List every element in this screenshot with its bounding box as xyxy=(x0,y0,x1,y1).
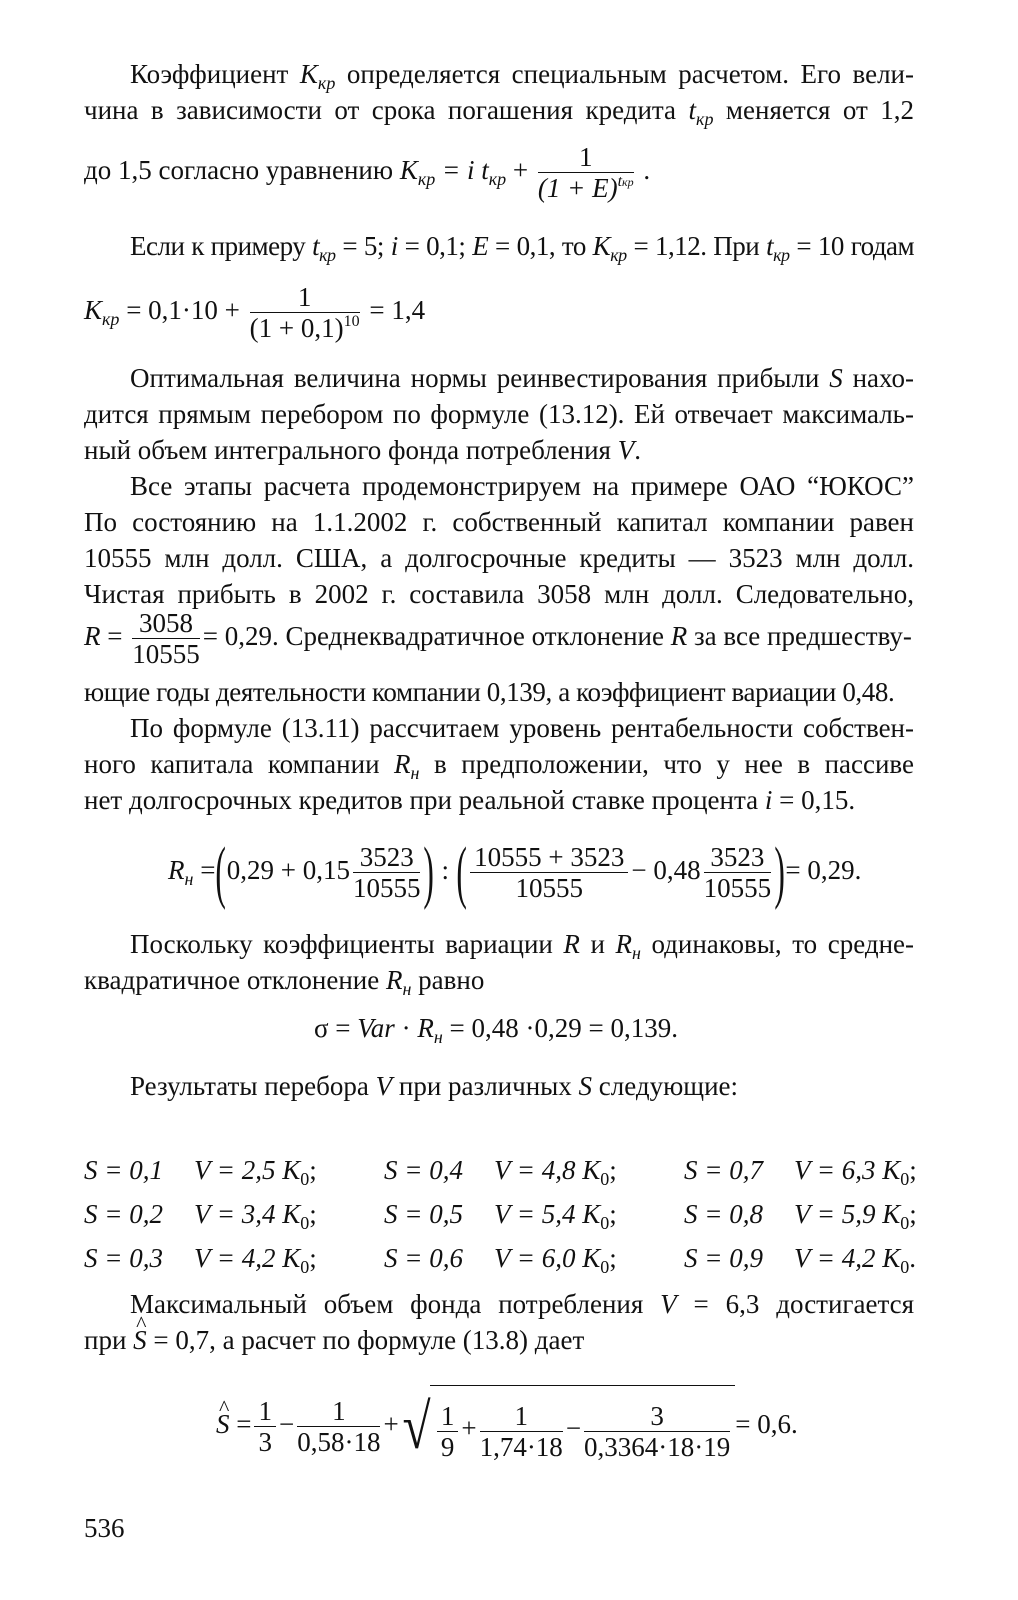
denominator xyxy=(538,173,634,203)
numerator: 3058 xyxy=(132,608,200,639)
text: ; xyxy=(309,1198,317,1229)
subscript: 0 xyxy=(900,1212,910,1233)
text: Коэффициент xyxy=(130,59,289,89)
v-symbol: V xyxy=(660,1289,677,1319)
sigma-equation xyxy=(314,1012,678,1047)
s-symbol: S xyxy=(829,363,843,393)
formula-part: − 0,48 xyxy=(631,855,701,885)
denominator: 10555 xyxy=(703,873,772,904)
denominator: 9 xyxy=(440,1431,455,1462)
subscript: н xyxy=(410,763,420,783)
text: K xyxy=(299,59,318,89)
text-line xyxy=(130,1288,914,1320)
text: t xyxy=(617,173,623,191)
subscript: кр xyxy=(610,245,627,265)
fraction xyxy=(538,142,634,203)
denominator: 10555 xyxy=(132,639,200,670)
subscript: н xyxy=(631,943,641,963)
text: = 10 годам xyxy=(796,231,915,261)
text: при xyxy=(84,1325,127,1355)
rn-symbol xyxy=(615,929,641,963)
formula-part: − xyxy=(565,1413,582,1444)
text: . xyxy=(909,1242,916,1273)
text-line xyxy=(130,58,914,93)
s-value: S = 0,6 xyxy=(384,1242,463,1273)
numerator: 3523 xyxy=(353,842,421,873)
s-hat-equation xyxy=(216,1384,798,1468)
subscript: 0 xyxy=(600,1168,610,1189)
formula-part: 0,29 + 0,15 xyxy=(226,855,350,885)
v-value: V = 5,4 K xyxy=(494,1198,601,1229)
table-cell xyxy=(384,1198,684,1233)
text: = 5; xyxy=(342,231,384,261)
text: t xyxy=(766,231,774,261)
text: σ = xyxy=(314,1013,351,1043)
text-line: ный объем интегрального фонда потребления V. xyxy=(84,435,641,465)
rn-symbol xyxy=(417,1013,443,1047)
text: R xyxy=(168,855,185,885)
table-cell xyxy=(384,1242,684,1277)
subscript: кр xyxy=(319,245,336,265)
text: R xyxy=(394,749,411,779)
text: нет долгосрочных кредитов при реальной ставке процента xyxy=(84,785,759,815)
text-line: По состоянию на 1.1.2002 г. собственный капитал компании равен xyxy=(84,507,914,537)
text: = 0,1; xyxy=(404,231,466,261)
text: · xyxy=(401,1013,418,1043)
text: ного капитала компании xyxy=(84,749,380,779)
fraction xyxy=(254,1396,276,1457)
text-line: 10555 млн долл. США, а долгосрочные кредиты — 3523 млн долл. xyxy=(84,543,914,573)
formula-part: − xyxy=(278,1409,295,1439)
fraction xyxy=(470,842,628,903)
s-value: S = 0,8 xyxy=(684,1198,763,1229)
subscript: кр xyxy=(317,73,336,93)
v-value: V = 3,4 K xyxy=(194,1198,301,1229)
s-value: S = 0,1 xyxy=(84,1154,163,1185)
rn-symbol xyxy=(168,855,194,889)
formula-part: = 0,1·10 + xyxy=(126,295,240,325)
rn-equation xyxy=(168,830,861,910)
text: t xyxy=(312,231,320,261)
equation-line xyxy=(84,280,425,343)
subscript: 0 xyxy=(600,1212,610,1233)
v-value: V = 2,5 K xyxy=(194,1154,301,1185)
text: (1 + E) xyxy=(537,173,618,204)
text-line: ющие годы деятельности компании 0,139, а коэффициент вариации 0,48. xyxy=(84,677,895,707)
k-symbol xyxy=(592,231,627,265)
text: = 0,7, а расчет по формуле (13.8) дает xyxy=(153,1325,585,1355)
text: определяется специальным расчетом. Его вели- xyxy=(346,59,914,89)
text: ; xyxy=(309,1154,317,1185)
text-line xyxy=(84,748,915,783)
table-row xyxy=(84,1148,944,1192)
denominator: 10555 xyxy=(515,873,583,904)
fraction xyxy=(704,842,772,903)
denominator: 0,58·18 xyxy=(297,1427,381,1458)
fraction xyxy=(584,1401,730,1462)
text: K xyxy=(399,155,418,185)
formula-part: = 0,29. xyxy=(785,855,862,885)
paren-close: ) xyxy=(774,833,785,911)
text: Максимальный объем фонда потребления xyxy=(130,1289,644,1319)
text: ; xyxy=(909,1198,917,1229)
subscript: кр xyxy=(773,245,790,265)
text: ; xyxy=(609,1198,617,1229)
text-line xyxy=(130,1070,738,1102)
subscript: 0 xyxy=(300,1256,310,1277)
subscript: н xyxy=(184,869,194,889)
numerator: 1 xyxy=(480,1401,563,1432)
exponent: 10 xyxy=(343,313,360,331)
text-line xyxy=(130,928,914,963)
text: = 6,3 достигается xyxy=(693,1289,914,1319)
v-value: V = 4,2 K xyxy=(794,1242,901,1273)
numerator: 3 xyxy=(584,1401,730,1432)
s-value: S = 0,9 xyxy=(684,1242,763,1273)
v-value: V = 5,9 K xyxy=(794,1198,901,1229)
denominator: 0,3364·18·19 xyxy=(584,1431,731,1462)
text: одинаковы, то средне- xyxy=(651,929,914,959)
denominator: 10555 xyxy=(352,873,421,904)
rn-symbol xyxy=(394,749,420,783)
text: (1 + 0,1) xyxy=(249,313,344,344)
text: при различных xyxy=(398,1071,572,1101)
text: равно xyxy=(418,965,485,995)
text-line xyxy=(84,94,915,129)
text: и xyxy=(590,929,605,959)
denominator: 3 xyxy=(258,1427,272,1458)
v-symbol: V xyxy=(375,1071,393,1101)
formula-part: = xyxy=(236,1409,252,1439)
text: нахо- xyxy=(852,363,914,393)
v-value: V = 4,8 K xyxy=(494,1154,601,1185)
s-value: S = 0,3 xyxy=(84,1242,163,1273)
text-line xyxy=(130,362,914,394)
text: до 1,5 согласно уравнению xyxy=(84,155,394,185)
text-line xyxy=(130,230,915,265)
numerator: 3523 xyxy=(704,842,772,873)
text: = 0,48 ·0,29 = 0,139. xyxy=(449,1013,678,1043)
fraction xyxy=(437,1401,459,1462)
denominator xyxy=(250,313,360,343)
text: ный объем интегрального фонда потребления xyxy=(84,435,611,465)
formula-part: = 0,6. xyxy=(735,1409,798,1439)
text-line: Все этапы расчета продемонстрируем на примере ОАО “ЮКОС” xyxy=(130,471,914,501)
text: R xyxy=(615,929,632,959)
text-line: Чистая прибыть в 2002 г. составила 3058 млн долл. Следовательно, xyxy=(84,579,914,609)
text-line xyxy=(84,784,855,816)
rn-symbol xyxy=(385,965,412,999)
subscript: н xyxy=(402,979,412,999)
fraction xyxy=(132,608,200,669)
text: R xyxy=(417,1013,434,1043)
text: ; xyxy=(909,1154,917,1185)
formula-part: = i t xyxy=(442,155,489,185)
r-symbol: R xyxy=(563,929,580,959)
r-symbol: R xyxy=(84,621,101,651)
subscript: 0 xyxy=(600,1256,610,1277)
text-line xyxy=(84,1324,584,1356)
s-hat-symbol: ^ S xyxy=(216,1384,230,1464)
numerator: 1 xyxy=(297,1396,380,1427)
subscript: кр xyxy=(488,169,507,189)
subscript: 0 xyxy=(900,1168,910,1189)
formula-part: = 0,29 xyxy=(202,621,272,651)
subscript: н xyxy=(433,1027,443,1047)
table-cell xyxy=(684,1242,944,1277)
text: кр xyxy=(622,175,634,190)
table-cell xyxy=(684,1154,944,1189)
text: = 0,15. xyxy=(779,785,856,815)
i-symbol: i xyxy=(390,231,398,261)
numerator: 1 xyxy=(254,1396,276,1427)
s-symbol: S xyxy=(578,1071,593,1101)
text: R xyxy=(385,965,403,995)
equation-line: R = $\frac{3058}{10555}$ = 0,29. Среднеквадратичное отклонение R за все предшеству- xyxy=(84,608,912,670)
table-cell xyxy=(684,1198,944,1233)
text: Оптимальная величина нормы реинвестирования прибыли xyxy=(130,363,820,393)
text: чина в зависимости от срока погашения кредита xyxy=(84,95,677,125)
i-symbol: i xyxy=(764,785,773,815)
s-value: S = 0,2 xyxy=(84,1198,163,1229)
subscript: кр xyxy=(696,109,714,129)
t-symbol xyxy=(312,231,336,265)
fraction xyxy=(480,1401,563,1462)
text: . Среднеквадратичное отклонение xyxy=(271,621,664,651)
numerator: 10555 + 3523 xyxy=(470,842,628,873)
table-cell xyxy=(84,1242,384,1277)
v-symbol: V xyxy=(617,435,635,465)
s-value: S = 0,4 xyxy=(384,1154,463,1185)
subscript: 0 xyxy=(900,1256,910,1277)
table-row xyxy=(84,1236,944,1280)
k-symbol xyxy=(399,155,436,189)
fraction xyxy=(250,282,360,343)
table-cell xyxy=(84,1198,384,1233)
s-value: S = 0,5 xyxy=(384,1198,463,1229)
text-line: дится прямым перебором по формуле (13.12). Ей отвечает максималь- xyxy=(84,399,914,429)
formula-part: + xyxy=(461,1413,477,1444)
text: Поскольку коэффициенты вариации xyxy=(130,929,553,959)
table-cell xyxy=(384,1154,684,1189)
k-symbol xyxy=(299,59,336,93)
numerator: 1 xyxy=(437,1401,459,1432)
text: = 0,1, то xyxy=(495,231,586,261)
t-symbol xyxy=(688,95,714,129)
text: за все предшеству- xyxy=(693,621,912,651)
s-hat-symbol: ^ S xyxy=(133,1324,147,1356)
subscript: кр xyxy=(102,309,120,329)
fraction xyxy=(353,842,421,903)
table-row xyxy=(84,1192,944,1236)
text: t xyxy=(688,95,697,125)
text-line: По формуле (13.11) рассчитаем уровень рентабельности собствен- xyxy=(130,713,914,743)
k-symbol xyxy=(84,295,120,329)
text-line xyxy=(84,964,485,999)
text: следующие: xyxy=(598,1071,738,1101)
fraction xyxy=(297,1396,380,1457)
text: меняется от 1,2 xyxy=(725,95,915,125)
table-cell xyxy=(84,1154,384,1189)
e-symbol: E xyxy=(472,231,489,261)
text: Результаты перебора xyxy=(130,1071,369,1101)
formula-part: = xyxy=(200,855,216,885)
s-value: S = 0,7 xyxy=(684,1154,763,1185)
text: в предположении, что у нее в пассиве xyxy=(433,749,915,779)
text: ; xyxy=(309,1242,317,1273)
text: Var xyxy=(357,1013,395,1043)
exponent xyxy=(618,173,634,190)
results-table xyxy=(84,1148,944,1280)
v-value: V = 6,3 K xyxy=(794,1154,901,1185)
equation-line xyxy=(84,140,650,203)
formula-part: : xyxy=(441,855,450,885)
numerator: 1 xyxy=(538,142,634,173)
formula-part: = 1,4 xyxy=(369,295,426,325)
v-value: V = 6,0 K xyxy=(494,1242,601,1273)
subscript: 0 xyxy=(300,1168,310,1189)
subscript: 0 xyxy=(300,1212,310,1233)
paren-open: ( xyxy=(215,833,227,911)
text: ; xyxy=(609,1242,617,1273)
denominator: 1,74·18 xyxy=(479,1431,563,1462)
formula-part: . xyxy=(643,155,651,185)
v-value: V = 4,2 K xyxy=(194,1242,301,1273)
text: квадратичное отклонение xyxy=(84,965,380,995)
text: = 1,12. При xyxy=(633,231,760,261)
r-symbol: R xyxy=(670,621,688,651)
formula-part: + xyxy=(383,1409,399,1439)
text: K xyxy=(592,231,611,261)
text: ; xyxy=(609,1154,617,1185)
sqrt-icon: √ xyxy=(402,1390,431,1462)
sqrt-body xyxy=(430,1385,735,1468)
t-symbol xyxy=(766,231,790,265)
subscript: кр xyxy=(417,169,436,189)
paren-open: ( xyxy=(456,833,467,911)
text: Если к примеру xyxy=(130,231,306,261)
numerator: 1 xyxy=(250,282,360,313)
text: K xyxy=(84,295,103,325)
paren-close: ) xyxy=(423,833,435,911)
formula-part: + xyxy=(506,155,529,185)
page-number: 536 xyxy=(84,1513,125,1543)
